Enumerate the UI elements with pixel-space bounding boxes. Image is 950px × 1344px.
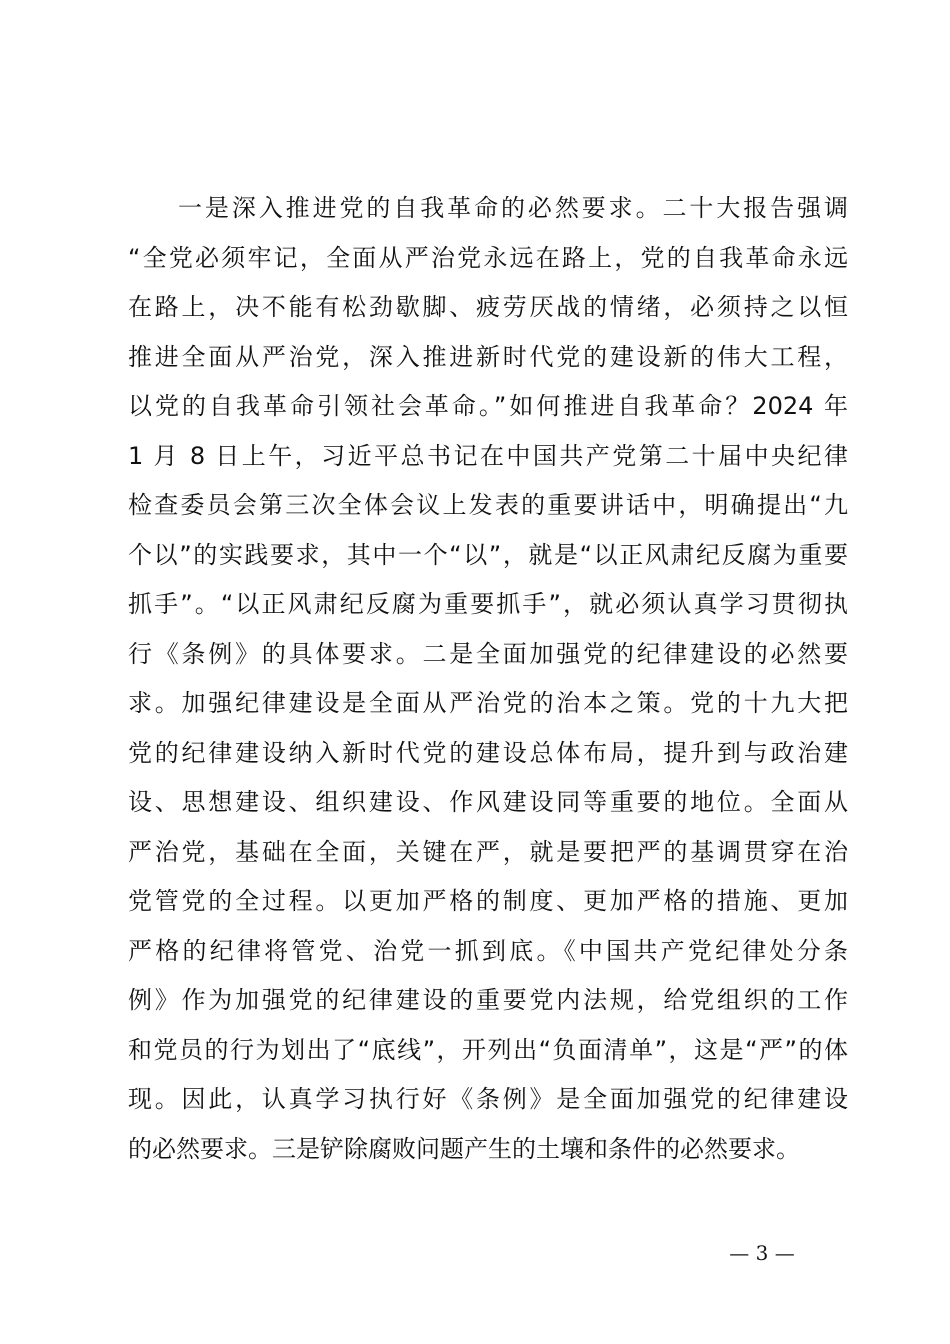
text-line: 严格的纪律将管党、治党一抓到底。《中国共产党纪律处分条 — [128, 936, 848, 965]
text-line: 抓手”。“以正风肃纪反腐为重要抓手”，就必须认真学习贯彻执 — [128, 590, 848, 618]
text-line: “全党必须牢记，全面从严治党永远在路上，党的自我革命永远 — [128, 243, 848, 272]
text-line: 一是深入推进党的自我革命的必然要求。二十大报告强调 — [178, 194, 848, 222]
text-line: 1 月 8 日上午，习近平总书记在中国共产党第二十届中央纪律 — [128, 441, 848, 470]
text-line: 个以”的实践要求，其中一个“以”，就是“以正风肃纪反腐为重要 — [128, 540, 848, 569]
text-line: 以党的自我革命引领社会革命。”如何推进自我革命？2024 年 — [128, 392, 848, 420]
page-number: — 3 — — [729, 1241, 795, 1265]
text-line: 推进全面从严治党，深入推进新时代党的建设新的伟大工程， — [128, 342, 848, 371]
text-line: 的必然要求。三是铲除腐败问题产生的土壤和条件的必然要求。 — [128, 1134, 800, 1163]
text-line: 在路上，决不能有松劲歇脚、疲劳厌战的情绪，必须持之以恒 — [128, 293, 848, 321]
body-paragraph — [128, 184, 848, 1174]
text-line: 现。因此，认真学习执行好《条例》是全面加强党的纪律建设 — [128, 1085, 848, 1113]
text-line: 严治党，基础在全面，关键在严，就是要把严的基调贯穿在治 — [128, 837, 848, 866]
text-line: 党的纪律建设纳入新时代党的建设总体布局，提升到与政治建 — [128, 738, 848, 767]
text-line: 和党员的行为划出了“底线”，开列出“负面清单”，这是“严”的体 — [128, 1035, 848, 1064]
text-line: 行《条例》的具体要求。二是全面加强党的纪律建设的必然要 — [128, 639, 848, 668]
text-line: 设、思想建设、组织建设、作风建设同等重要的地位。全面从 — [128, 788, 848, 816]
text-line: 例》作为加强党的纪律建设的重要党内法规，给党组织的工作 — [128, 986, 848, 1014]
text-line: 求。加强纪律建设是全面从严治党的治本之策。党的十九大把 — [128, 689, 848, 717]
text-line: 检查委员会第三次全体会议上发表的重要讲话中，明确提出“九 — [128, 491, 848, 519]
text-line: 党管党的全过程。以更加严格的制度、更加严格的措施、更加 — [128, 887, 848, 915]
